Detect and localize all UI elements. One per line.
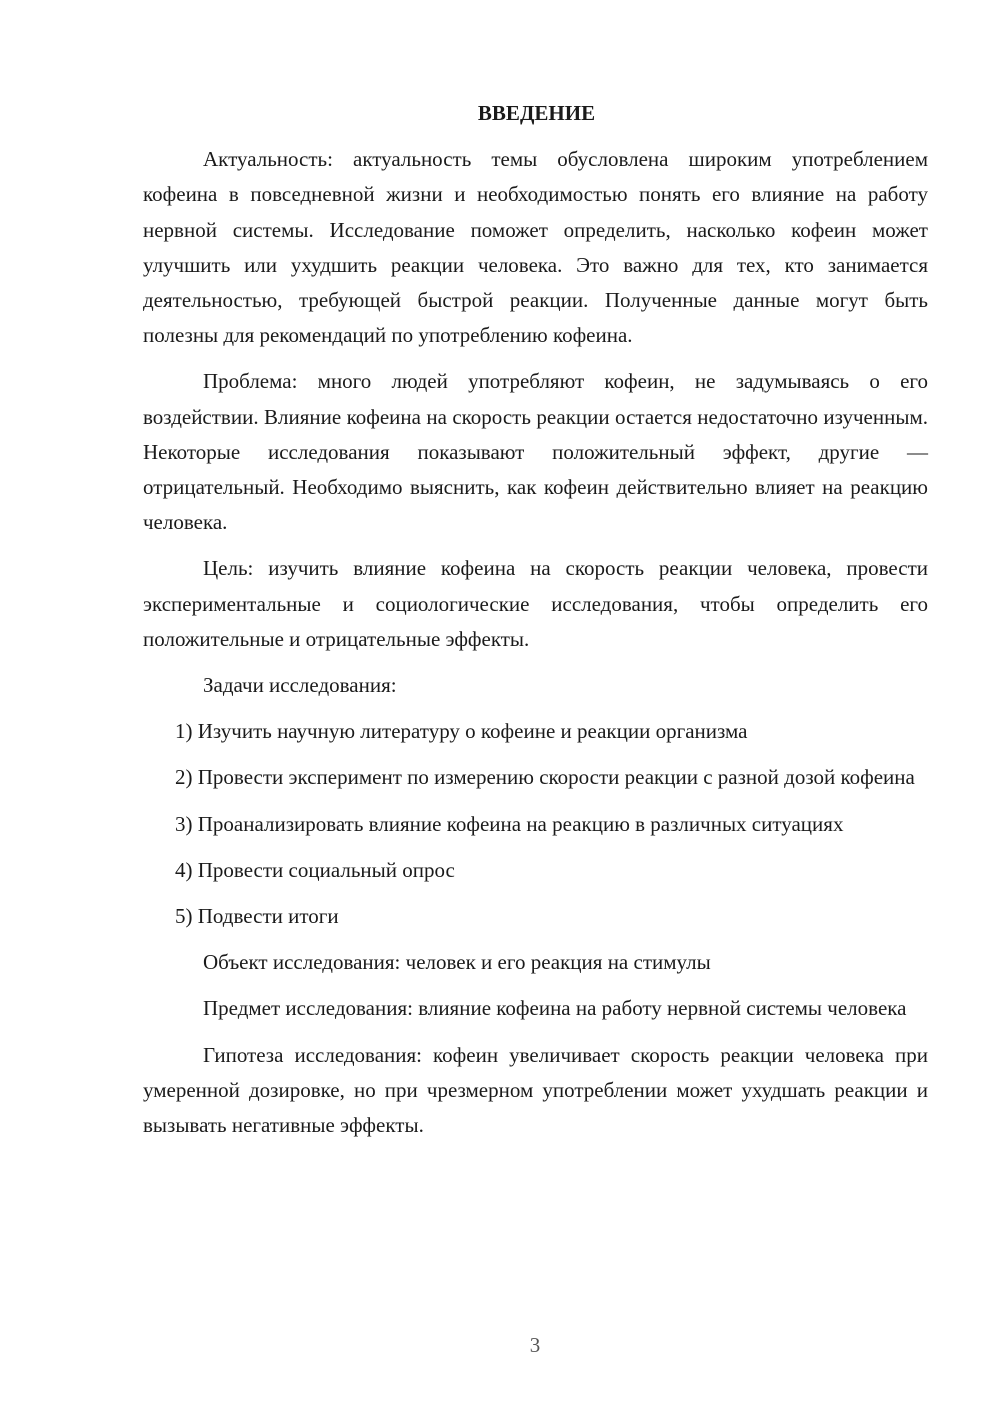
problem-paragraph: Проблема: много людей употребляют кофеин, не задумываясь о его воздействии. Влияние кофеина на скорость реакции остается недостаточно изученным. Некоторые исследования показывают положительный эффект, другие — отрицательный. Необходимо выяснить, как кофеин действительно влияет на реакцию человека. [143,369,928,535]
page-number: 3 [529,1333,541,1357]
task-item: 1) Изучить научную литературу о кофеине и реакции организма [175,719,748,744]
task-item: 2) Провести эксперимент по измерению скорости реакции с разной дозой кофеина [175,765,915,790]
tasks-heading: Задачи исследования: [203,673,397,698]
object-paragraph: Объект исследования: человек и его реакция на стимулы [203,950,711,975]
task-item: 3) Проанализировать влияние кофеина на реакцию в различных ситуациях [175,811,844,836]
subject-paragraph: Предмет исследования: влияние кофеина на работу нервной системы человека [203,996,907,1021]
task-item: 5) Подвести итоги [175,904,339,929]
page-title: ВВЕДЕНИЕ [477,101,596,125]
document-page [143,96,928,1154]
goal-paragraph: Цель: изучить влияние кофеина на скорость реакции человека, провести экспериментальные и социологические исследования, чтобы определить его положительные и отрицательные эффекты. [143,556,928,651]
hypothesis-paragraph: Гипотеза исследования: кофеин увеличивает скорость реакции человека при умеренной дозировке, но при чрезмерном употреблении может ухудшать реакции и вызывать негативные эффекты. [143,1042,928,1138]
task-item: 4) Провести социальный опрос [175,857,455,882]
tasks-list [143,714,928,934]
relevance-paragraph: Актуальность: актуальность темы обусловлена широким употреблением кофеина в повседневной жизни и необходимостью понять его влияние на работу нервной системы. Исследование поможет определить, насколько кофеин может улучшить или ухудшить реакции человека. Это важно для тех, кто занимается деятельностью, требующей быстрой реакции. Полученные данные могут быть полезны для рекомендаций по употреблению кофеина. [143,147,928,348]
